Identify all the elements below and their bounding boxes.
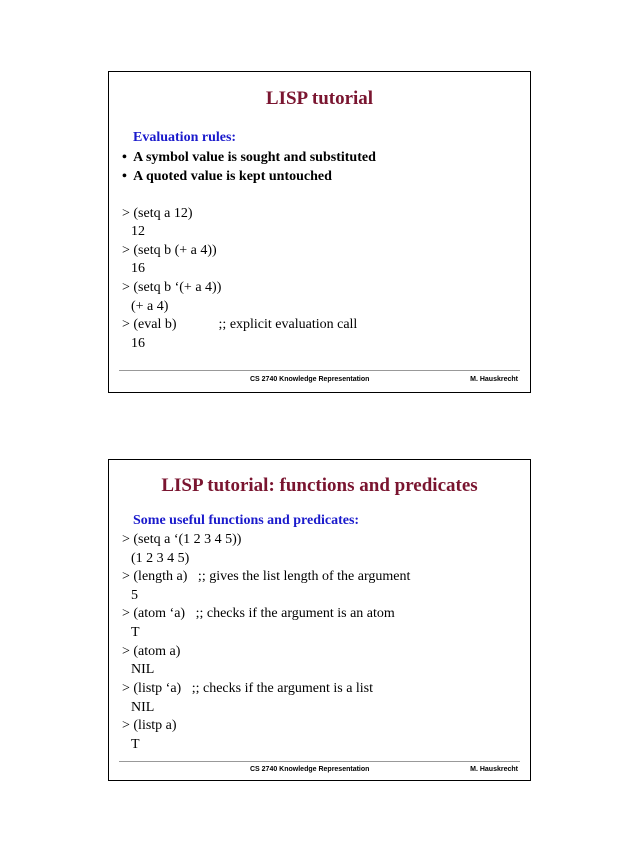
footer-course: CS 2740 Knowledge Representation — [250, 766, 370, 773]
footer-author: M. Hauskrecht — [470, 766, 518, 773]
code-output: NIL — [131, 662, 155, 677]
code-line: > (setq a ‘(1 2 3 4 5)) — [122, 532, 242, 547]
code-output: T — [131, 737, 140, 752]
slide-1 — [108, 71, 531, 393]
bullet-item: • A symbol value is sought and substituted — [122, 150, 376, 165]
footer-divider — [119, 370, 520, 371]
section-heading: Some useful functions and predicates: — [133, 513, 360, 528]
code-line: > (atom a) — [122, 644, 181, 659]
code-output: NIL — [131, 700, 155, 715]
bullet-item: • A quoted value is kept untouched — [122, 169, 332, 184]
footer-course: CS 2740 Knowledge Representation — [250, 376, 370, 383]
code-output: 16 — [131, 336, 145, 351]
code-line: > (length a) ;; gives the list length of the argument — [122, 569, 411, 584]
slide-title: LISP tutorial — [265, 88, 374, 109]
code-output: (+ a 4) — [131, 299, 169, 314]
code-output: 16 — [131, 261, 145, 276]
code-line: > (setq b ‘(+ a 4)) — [122, 280, 222, 295]
code-output: 12 — [131, 224, 145, 239]
footer-divider — [119, 761, 520, 762]
footer-author: M. Hauskrecht — [470, 376, 518, 383]
code-line: > (eval b) ;; explicit evaluation call — [122, 317, 358, 332]
slide-title: LISP tutorial: functions and predicates — [161, 475, 478, 496]
slide-2 — [108, 459, 531, 781]
code-line: > (atom ‘a) ;; checks if the argument is an atom — [122, 606, 395, 621]
code-line: > (listp ‘a) ;; checks if the argument is a list — [122, 681, 374, 696]
section-heading: Evaluation rules: — [133, 130, 237, 145]
code-line: > (listp a) — [122, 718, 177, 733]
code-output: T — [131, 625, 140, 640]
code-output: 5 — [131, 588, 138, 603]
code-output: (1 2 3 4 5) — [131, 551, 190, 566]
code-line: > (setq a 12) — [122, 206, 193, 221]
code-line: > (setq b (+ a 4)) — [122, 243, 217, 258]
